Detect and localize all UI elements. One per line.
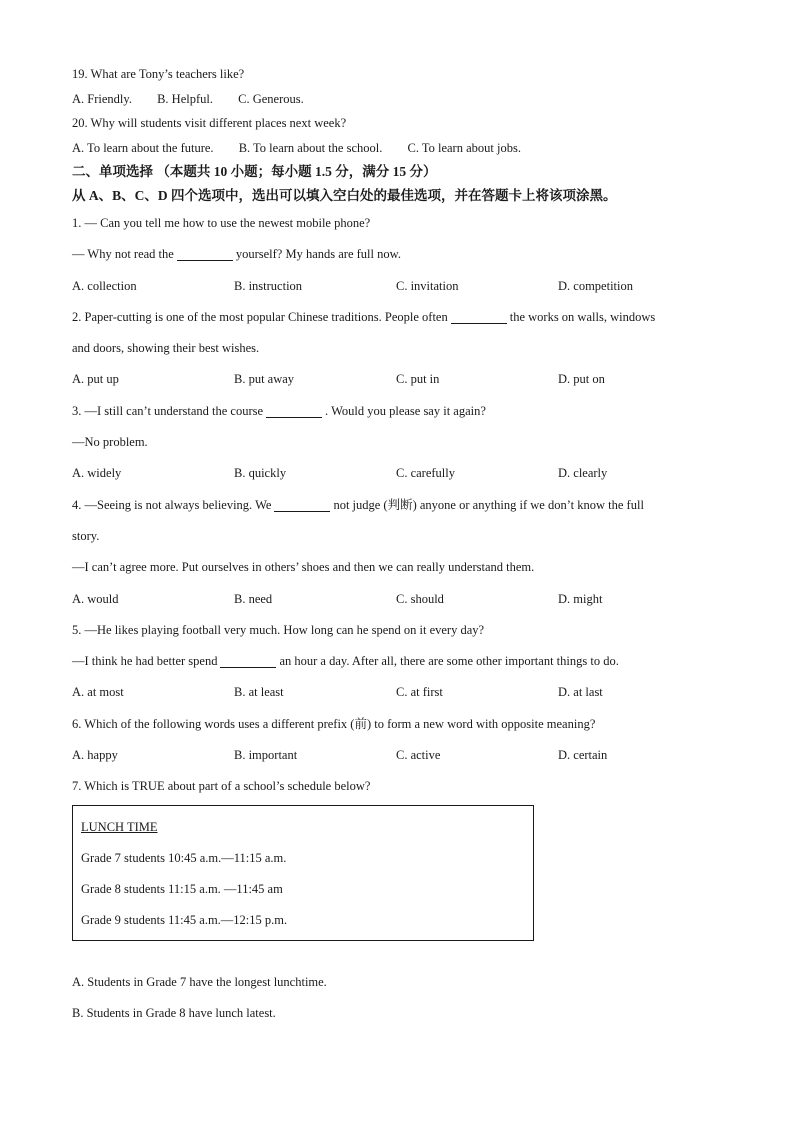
question-7-text: 7. Which is TRUE about part of a school’s schedule below? — [72, 779, 371, 794]
question-19-text: 19. What are Tony’s teachers like? — [72, 67, 245, 81]
option-c: C. invitation — [396, 278, 459, 293]
option-c: C. active — [396, 748, 441, 763]
schedule-box — [72, 805, 534, 941]
option-d: D. at last — [558, 685, 603, 700]
schedule-row: Grade 8 students 11:15 a.m. —11:45 am — [81, 881, 283, 896]
option-d: D. certain — [558, 748, 608, 763]
schedule-title: LUNCH TIME — [81, 819, 158, 834]
question-options — [72, 271, 732, 302]
option-b: B. To learn about the school. — [238, 140, 383, 155]
question-1 — [72, 208, 732, 302]
option-b: B. instruction — [234, 278, 303, 293]
question-line: 2. Paper-cutting is one of the most popular Chinese traditions. People often the works on walls, windows — [72, 309, 656, 324]
question-line: 6. Which of the following words uses a different prefix (前) to form a new word with opposite meaning? — [72, 716, 596, 731]
option-d: D. put on — [558, 372, 605, 387]
option-a: A. Students in Grade 7 have the longest lunchtime. — [72, 974, 327, 989]
question-list — [72, 208, 732, 771]
option-a: A. widely — [72, 466, 122, 481]
answer-blank[interactable] — [177, 246, 233, 261]
section-instruction: 从 A、B、C、D 四个选项中，选出可以填入空白处的最佳选项，并在答题卡上将该项涂黑。 — [72, 188, 617, 203]
question-6 — [72, 709, 732, 772]
answer-blank[interactable] — [220, 653, 276, 668]
question-options — [72, 677, 732, 708]
option-a: A. collection — [72, 278, 137, 293]
question-19-options — [72, 87, 732, 112]
answer-blank[interactable] — [274, 497, 330, 512]
question-options — [72, 740, 732, 771]
option-c: C. should — [396, 591, 444, 606]
question-line: —No problem. — [72, 435, 148, 450]
question-7 — [72, 771, 732, 1029]
question-options — [72, 584, 732, 615]
option-b: B. at least — [234, 685, 284, 700]
answer-blank[interactable] — [451, 309, 507, 324]
option-a: A. To learn about the future. — [72, 140, 214, 155]
option-d: D. clearly — [558, 466, 608, 481]
option-c: C. put in — [396, 372, 440, 387]
exam-page — [72, 62, 732, 1029]
option-c: C. Generous. — [238, 91, 304, 106]
question-line: — Why not read the yourself? My hands are full now. — [72, 247, 401, 262]
section-title: 二、单项选择 （本题共 10 小题；每小题 1.5 分，满分 15 分） — [72, 164, 437, 179]
question-2 — [72, 302, 732, 396]
option-b: B. Students in Grade 8 have lunch latest. — [72, 1005, 276, 1020]
option-b: B. need — [234, 591, 273, 606]
option-a: A. happy — [72, 748, 118, 763]
option-c: C. carefully — [396, 466, 456, 481]
question-5 — [72, 615, 732, 709]
option-a: A. would — [72, 591, 119, 606]
question-line: 1. — Can you tell me how to use the newest mobile phone? — [72, 216, 371, 230]
question-options — [72, 458, 732, 489]
question-line: 5. —He likes playing football very much. How long can he spend on it every day? — [72, 622, 485, 637]
question-20-options — [72, 136, 732, 161]
option-d: D. might — [558, 591, 603, 606]
question-line: story. — [72, 528, 100, 543]
question-line: 3. —I still can’t understand the course . Would you please say it again? — [72, 403, 486, 418]
answer-blank[interactable] — [266, 403, 322, 418]
option-a: A. at most — [72, 685, 124, 700]
schedule-row: Grade 9 students 11:45 a.m.—12:15 p.m. — [81, 912, 288, 927]
option-d: D. competition — [558, 278, 633, 293]
option-b: B. important — [234, 748, 298, 763]
option-c: C. To learn about jobs. — [407, 140, 521, 155]
question-line: —I can’t agree more. Put ourselves in others’ shoes and then we can really understand them. — [72, 560, 535, 575]
question-line: —I think he had better spend an hour a day. After all, there are some other important things to do. — [72, 654, 619, 669]
option-b: B. put away — [234, 372, 295, 387]
option-b: B. quickly — [234, 466, 287, 481]
option-a: A. Friendly. — [72, 91, 132, 106]
option-c: C. at first — [396, 685, 443, 700]
question-line: 4. —Seeing is not always believing. We not judge (判断) anyone or anything if we don’t know the full — [72, 497, 644, 512]
question-line: and doors, showing their best wishes. — [72, 341, 260, 356]
schedule-row: Grade 7 students 10:45 a.m.—11:15 a.m. — [81, 850, 287, 865]
question-options — [72, 364, 732, 395]
question-3 — [72, 396, 732, 490]
option-b: B. Helpful. — [157, 91, 213, 106]
question-4 — [72, 490, 732, 615]
question-20-text: 20. Why will students visit different places next week? — [72, 116, 347, 130]
option-a: A. put up — [72, 372, 119, 387]
